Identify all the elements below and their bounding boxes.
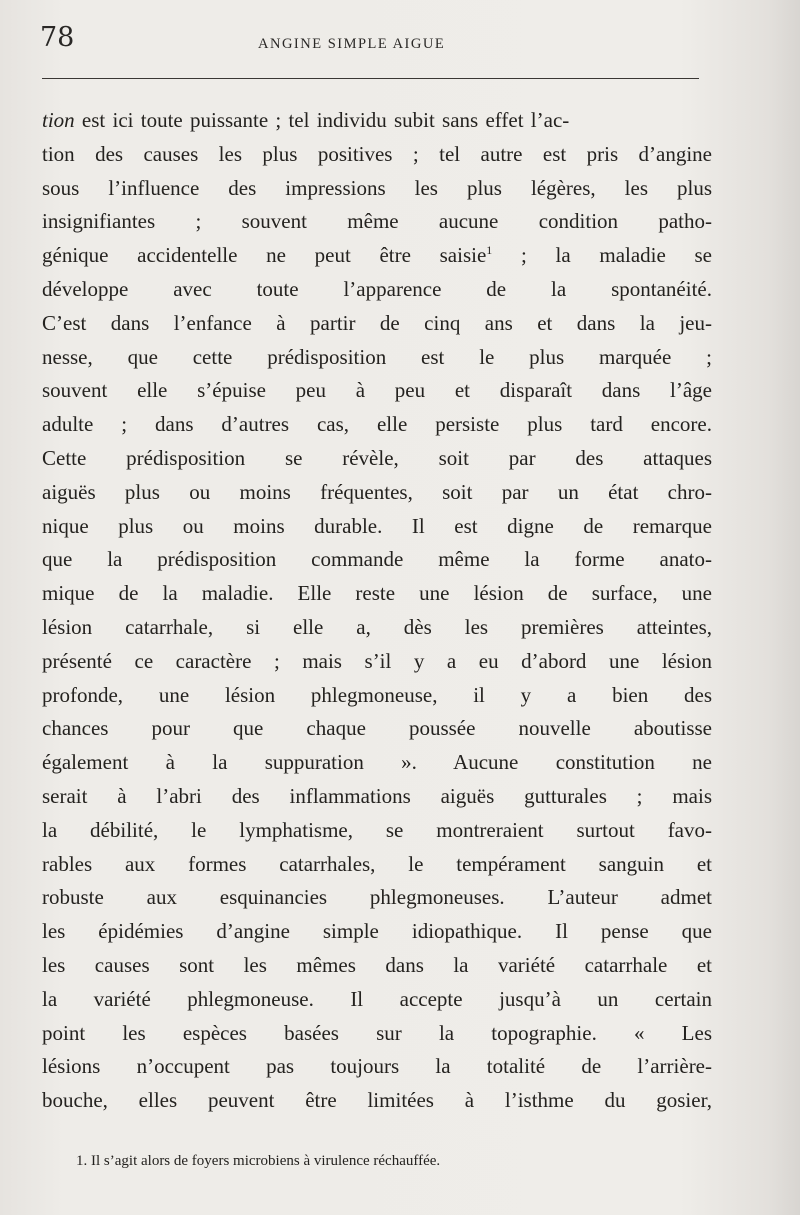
text-line: bouche, elles peuvent être limitées à l’isthme du gosier, bbox=[42, 1088, 712, 1113]
text-line: mique de la maladie. Elle reste une lésion de surface, une bbox=[42, 581, 712, 606]
text-line: la débilité, le lymphatisme, se montreraient surtout favo- bbox=[42, 817, 712, 842]
text-line: serait à l’abri des inflammations aiguës gutturales ; mais bbox=[42, 783, 712, 808]
text-line: que la prédisposition commande même la forme anato- bbox=[42, 547, 712, 572]
text-line: aiguës plus ou moins fréquentes, soit par un état chro- bbox=[42, 479, 712, 504]
text-line: les épidémies d’angine simple idiopathique. Il pense que bbox=[42, 919, 712, 944]
body-text bbox=[42, 104, 712, 1118]
running-title: ANGINE SIMPLE AIGUE bbox=[258, 36, 446, 52]
header-rule bbox=[42, 78, 699, 79]
text-line: adulte ; dans d’autres cas, elle persiste plus tard encore. bbox=[42, 412, 712, 437]
text-line: sous l’influence des impressions les plus légères, les plus bbox=[42, 175, 712, 200]
text-line bbox=[42, 104, 712, 138]
italic-fragment: tion bbox=[42, 108, 75, 132]
text-line: développe avec toute l’apparence de la spontanéité. bbox=[42, 276, 712, 301]
text-line: lésions n’occupent pas toujours la totalité de l’arrière- bbox=[42, 1054, 712, 1079]
text-line: profonde, une lésion phlegmoneuse, il y a bien des bbox=[42, 682, 712, 707]
text-line: la variété phlegmoneuse. Il accepte jusqu’à un certain bbox=[42, 986, 712, 1011]
text-line: nesse, que cette prédisposition est le plus marquée ; bbox=[42, 344, 712, 369]
text-line: présenté ce caractère ; mais s’il y a eu d’abord une lésion bbox=[42, 648, 712, 673]
footnote-reference-mark: 1 bbox=[486, 243, 493, 258]
text-line: également à la suppuration ». Aucune constitution ne bbox=[42, 750, 712, 775]
text-line: nique plus ou moins durable. Il est digne de remarque bbox=[42, 513, 712, 538]
text-line: tion des causes les plus positives ; tel autre est pris d’angine bbox=[42, 141, 712, 166]
text-fragment: ; la maladie se bbox=[492, 243, 713, 268]
text-line: insignifiantes ; souvent même aucune condition patho- bbox=[42, 209, 712, 234]
text-line: Cette prédisposition se révèle, soit par des attaques bbox=[42, 445, 712, 470]
text-line: lésion catarrhale, si elle a, dès les premières atteintes, bbox=[42, 614, 712, 639]
page-number: 78 bbox=[40, 22, 75, 53]
text-line: C’est dans l’enfance à partir de cinq ans et dans la jeu- bbox=[42, 310, 712, 335]
text-line: point les espèces basées sur la topographie. « Les bbox=[42, 1020, 712, 1045]
text-line: chances pour que chaque poussée nouvelle aboutisse bbox=[42, 716, 712, 741]
text-fragment: est ici toute puissante ; tel individu subit sans effet l’ac- bbox=[74, 108, 570, 132]
text-fragment: génique accidentelle ne peut être saisie bbox=[42, 243, 487, 268]
text-line bbox=[42, 239, 712, 273]
text-line: robuste aux esquinancies phlegmoneuses. L’auteur admet bbox=[42, 885, 712, 910]
text-line: rables aux formes catarrhales, le tempérament sanguin et bbox=[42, 851, 712, 876]
footnote: 1. Il s’agit alors de foyers microbiens à virulence réchauffée. bbox=[76, 1153, 441, 1169]
text-line: les causes sont les mêmes dans la variété catarrhale et bbox=[42, 952, 712, 977]
text-line: souvent elle s’épuise peu à peu et disparaît dans l’âge bbox=[42, 378, 712, 403]
